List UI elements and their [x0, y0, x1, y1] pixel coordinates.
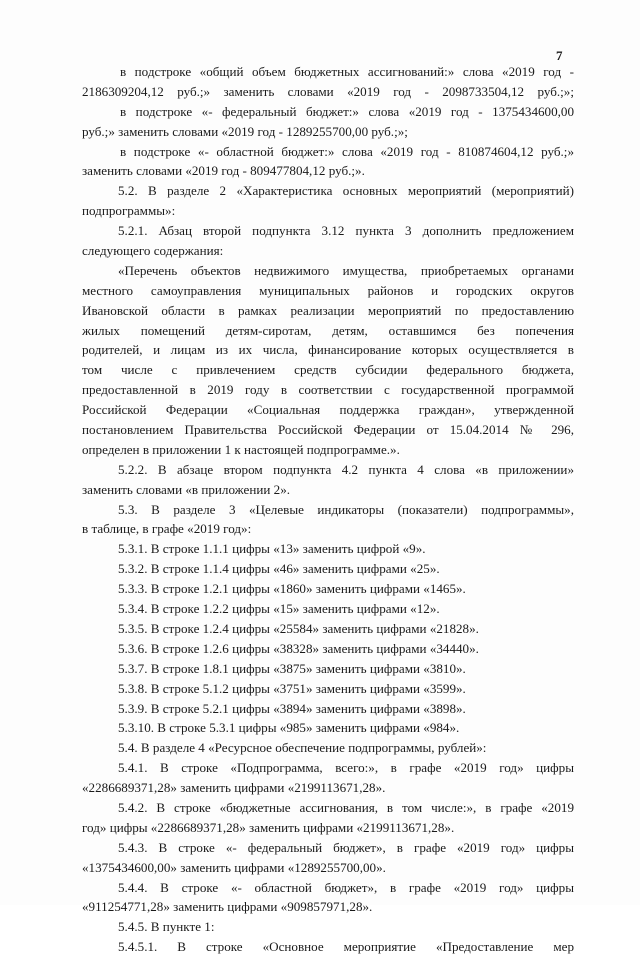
text-line: 5.2.1. Абзац второй подпункта 3.12 пункта 3 дополнить предложением [118, 223, 574, 239]
text-line: год» цифры «2286689371,28» заменить цифрами «2199113671,28». [82, 819, 455, 835]
text-line: 5.3. В разделе 3 «Целевые индикаторы (показатели) подпрограммы», [118, 501, 574, 517]
text-line: 5.3.1. В строке 1.1.1 цифры «13» заменить цифрой «9». [118, 541, 426, 557]
text-line: «1375434600,00» заменить цифрами «1289255700,00». [82, 859, 386, 875]
text-line: 5.3.7. В строке 1.8.1 цифры «3875» заменить цифрами «3810». [118, 660, 466, 676]
text-line: руб.;» заменить словами «2019 год - 1289255700,00 руб.;»; [82, 123, 408, 139]
text-line: 5.3.2. В строке 1.1.4 цифры «46» заменить цифрами «25». [118, 561, 440, 577]
text-line: в подстроке «общий объем бюджетных ассигнований:» слова «2019 год - [120, 64, 574, 79]
text-line: 5.3.3. В строке 1.2.1 цифры «1860» заменить цифрами «1465». [118, 581, 466, 597]
document-body [82, 62, 574, 957]
text-line: Российской Федерации «Социальная поддержка граждан», утвержденной [82, 402, 574, 418]
text-line: местного самоуправления муниципальных районов и городских округов [82, 282, 574, 298]
text-line: 5.4.2. В строке «бюджетные ассигнования, в том числе:», в графе «2019 [118, 799, 574, 815]
text-line: «2286689371,28» заменить цифрами «2199113671,28». [82, 780, 386, 796]
text-line: 5.3.8. В строке 5.1.2 цифры «3751» заменить цифрами «3599». [118, 680, 466, 696]
text-line: 5.2.2. В абзаце втором подпункта 4.2 пункта 4 слова «в приложении» [118, 461, 574, 477]
text-line: заменить словами «в приложении 2». [82, 481, 291, 497]
text-line: определен в приложении 1 к настоящей подпрограмме.». [82, 441, 400, 457]
text-line: 5.4. В разделе 4 «Ресурсное обеспечение подпрограммы, рублей»: [118, 740, 487, 756]
text-line: постановлением Правительства Российской Федерации от 15.04.2014 № 296, [82, 422, 574, 438]
text-line: предоставленной в 2019 году в соответствии с государственной программой [82, 382, 574, 398]
text-line: заменить словами «2019 год - 809477804,12 руб.;». [82, 163, 365, 179]
text-line: 5.4.4. В строке «- областной бюджет», в графе «2019 год» цифры [118, 879, 574, 895]
text-line: 2186309204,12 руб.;» заменить словами «2019 год - 2098733504,12 руб.;»; [82, 83, 574, 99]
text-line: в таблице, в графе «2019 год»: [82, 521, 252, 537]
page-number: 7 [556, 48, 563, 63]
text-line: подпрограммы»: [82, 203, 176, 219]
text-line: 5.4.5. В пункте 1: [118, 919, 215, 935]
text-line: 5.3.5. В строке 1.2.4 цифры «25584» заменить цифрами «21828». [118, 620, 479, 636]
text-line: в подстроке «- федеральный бюджет:» слова «2019 год - 1375434600,00 [120, 103, 574, 119]
text-line: следующего содержания: [82, 243, 224, 259]
text-line: 5.4.1. В строке «Подпрограмма, всего:», в графе «2019 год» цифры [118, 760, 574, 776]
text-line: жилых помещений детям-сиротам, детям, оставшимся без попечения [82, 322, 574, 338]
text-line: в подстроке «- областной бюджет:» слова «2019 год - 810874604,12 руб.;» [120, 143, 574, 159]
text-line: родителей, и лицам из их числа, финансирование которых осуществляется в [82, 342, 574, 358]
text-line: том числе с привлечением средств субсидии федерального бюджета, [82, 362, 574, 378]
text-line: 5.4.5.1. В строке «Основное мероприятие «Предоставление мер [118, 939, 574, 955]
text-line: 5.3.9. В строке 5.2.1 цифры «3894» заменить цифрами «3898». [118, 700, 466, 716]
text-line: Ивановской области в рамках реализации мероприятий по предоставлению [82, 302, 574, 318]
text-line: 5.2. В разделе 2 «Характеристика основных мероприятий (мероприятий) [118, 183, 574, 199]
text-line: 5.3.10. В строке 5.3.1 цифры «985» заменить цифрами «984». [118, 720, 460, 736]
text-line: «911254771,28» заменить цифрами «909857971,28». [82, 899, 373, 915]
text-line: 5.3.4. В строке 1.2.2 цифры «15» заменить цифрами «12». [118, 601, 440, 617]
text-line: «Перечень объектов недвижимого имущества, приобретаемых органами [118, 262, 574, 278]
text-line: 5.3.6. В строке 1.2.6 цифры «38328» заменить цифрами «34440». [118, 640, 479, 656]
text-line: 5.4.3. В строке «- федеральный бюджет», в графе «2019 год» цифры [118, 839, 574, 855]
